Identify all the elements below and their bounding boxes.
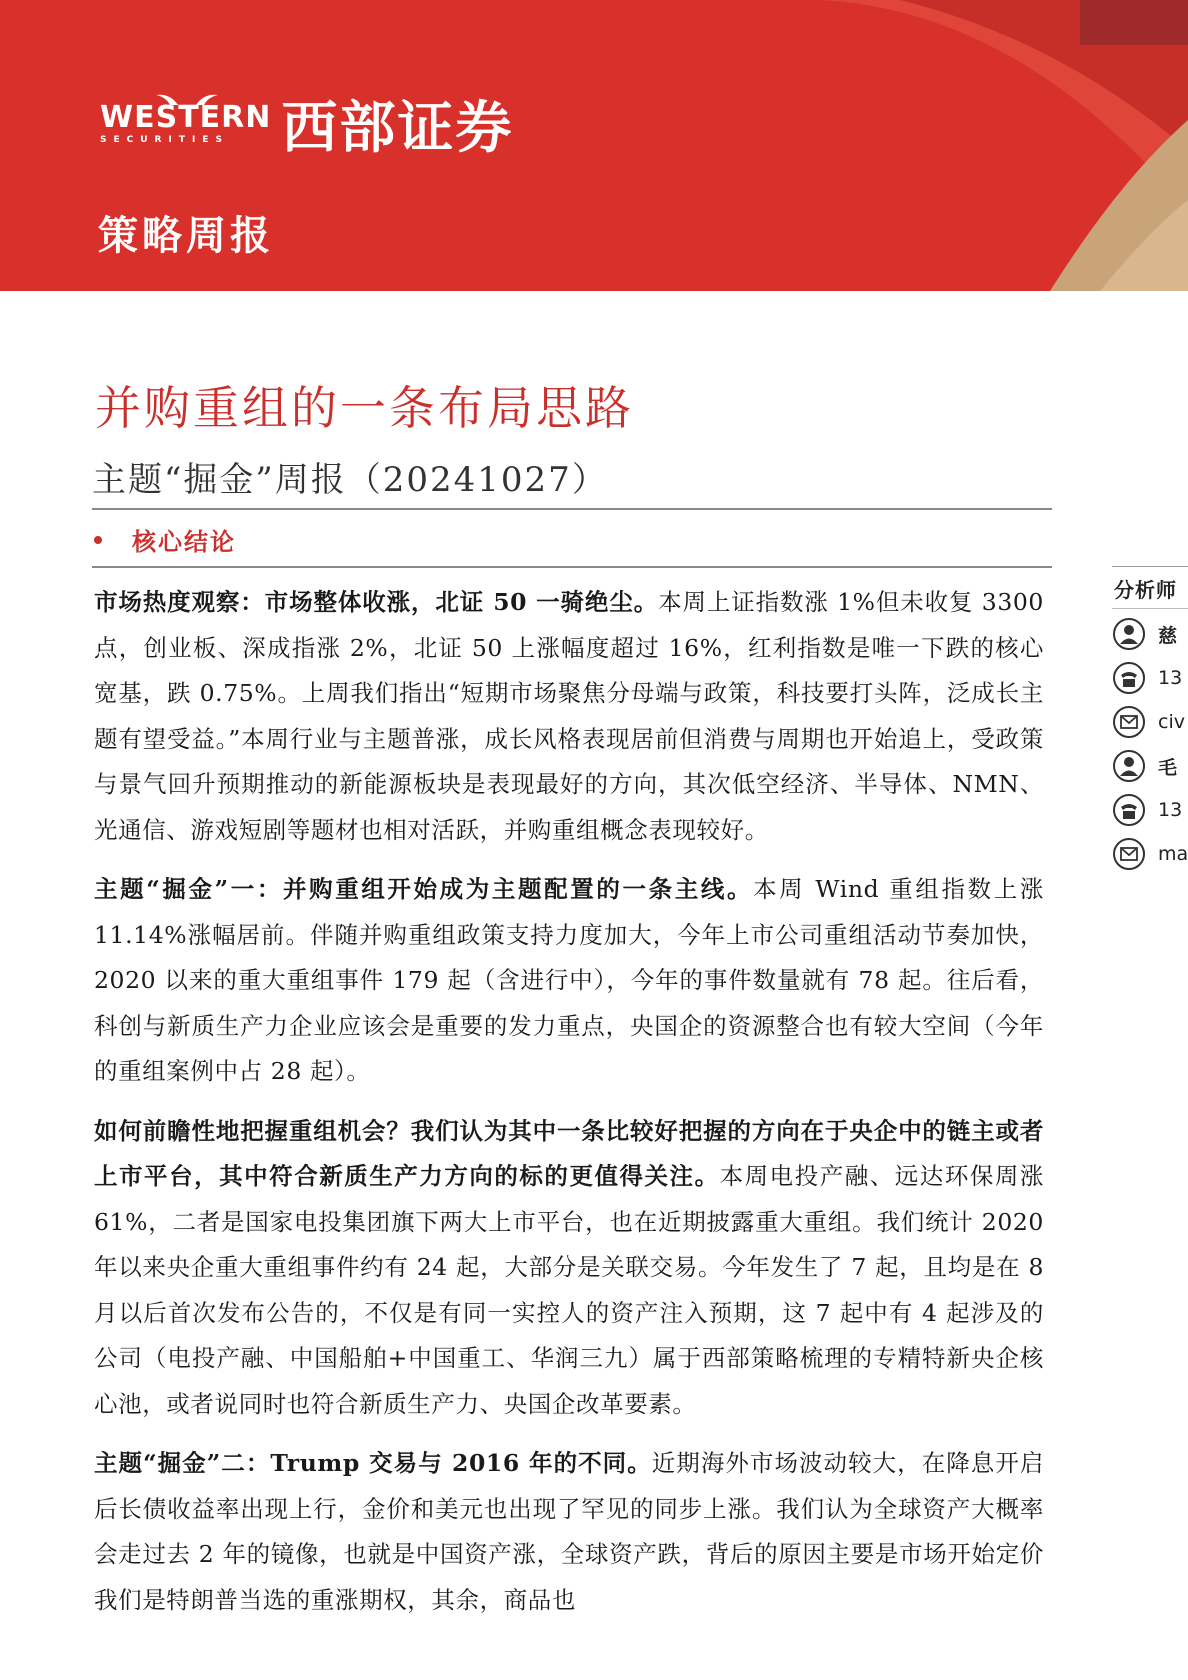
header-banner: [0, 0, 1188, 291]
person-icon: [1112, 749, 1146, 783]
contact-phone-row: [1112, 658, 1188, 698]
paragraph-text: 近期海外市场波动较大，在降息开启后长债收益率出现上行，金价和美元也出现了罕见的同步上涨。我们认为全球资产大概率会走过去 2 年的镜像，也就是中国资产涨，全球资产跌，背后的原因主要是市场开始定价我们是特朗普当选的重涨期权，其余，商品也: [94, 1449, 1044, 1614]
contact-name-row: [1112, 614, 1188, 654]
bull-horns-icon: [100, 91, 250, 107]
section-heading-text: 核心结论: [132, 527, 236, 556]
logo-chinese-text: 西部证券: [281, 96, 514, 161]
paragraph-lead: 如何前瞻性地把握重组机会？我们认为其中一条比较好把握的方向在于央企中的链主或者上市平台，其中符合新质生产力方向的标的更值得关注。: [94, 1116, 1044, 1190]
paragraph-text: 本周 Wind 重组指数上涨 11.14%涨幅居前。伴随并购重组政策支持力度加大，今年上市公司重组活动节奏加快，2020 以来的重大重组事件 179 起（含进行中），今年的事件数量就有 78 起。往后看，科创与新质生产力企业应该会是重要的发力重点，央国企的资源整合也有较大空间（今年的重组案例中占 28 起）。: [94, 875, 1044, 1085]
contact-text: ma: [1158, 843, 1188, 865]
logo-western-mark: [100, 100, 272, 145]
phone-icon: [1112, 661, 1146, 695]
report-title: 并购重组的一条布局思路: [95, 381, 634, 435]
email-icon: [1112, 705, 1146, 739]
sidebar-divider: [1112, 608, 1188, 609]
report-subtitle: 主题“掘金”周报（20241027）: [92, 460, 608, 500]
paragraph-lead: 市场热度观察：市场整体收涨，北证 50 一骑绝尘。: [94, 588, 659, 616]
contact-text: 13: [1158, 667, 1183, 689]
contact-phone-row: [1112, 790, 1188, 830]
contact-text: 13: [1158, 799, 1183, 821]
person-icon: [1112, 617, 1146, 651]
contact-text: 慈: [1158, 624, 1178, 647]
company-logo: [100, 84, 513, 164]
divider-top: [92, 508, 1052, 510]
paragraph-restructuring: [94, 1109, 1044, 1428]
paragraph-text: 本周上证指数涨 1%但未收复 3300 点，创业板、深成指涨 2%，北证 50 上涨幅度超过 16%，红利指数是唯一下跌的核心宽基，跌 0.75%。上周我们指出“短期市场聚焦分母端与政策，科技要打头阵，泛成长主题有望受益。”本周行业与主题普涨，成长风格表现居前但消费与周期也开始追上，受政策与景气回升预期推动的新能源板块是表现最好的方向，其次低空经济、半导体、NMN、光通信、游戏短剧等题材也相对活跃，并购重组概念表现较好。: [94, 588, 1044, 844]
report-body: [94, 580, 1044, 1637]
contact-name-row: [1112, 746, 1188, 786]
contact-text: civ: [1158, 711, 1185, 733]
divider-bottom: [92, 566, 1052, 568]
phone-icon: [1112, 793, 1146, 827]
logo-subtext: SECURITIES: [100, 135, 229, 145]
report-type-label: 策略周报: [98, 212, 274, 259]
contact-email-row[interactable]: [1112, 834, 1188, 874]
logo-english-text: WESTERN: [100, 103, 271, 133]
paragraph-theme-one: [94, 867, 1044, 1095]
paragraph-market: [94, 580, 1044, 853]
sidebar-divider: [1112, 566, 1188, 567]
email-icon: [1112, 837, 1146, 871]
bullet-icon: [94, 536, 102, 544]
paragraph-lead: 主题“掘金”一：并购重组开始成为主题配置的一条主线。: [94, 875, 754, 903]
paragraph-text: 本周电投产融、远达环保周涨 61%，二者是国家电投集团旗下两大上市平台，也在近期披露重大重组。我们统计 2020 年以来央企重大重组事件约有 24 起，大部分是关联交易。今年发生了 7 起，且均是在 8 月以后首次发布公告的，不仅是有同一实控人的资产注入预期，这 7 起中有 4 起涉及的公司（电投产融、中国船舶+中国重工、华润三九）属于西部策略梳理的专精特新央企核心池，或者说同时也符合新质生产力、央国企改革要素。: [94, 1162, 1044, 1418]
contact-text: 毛: [1158, 756, 1178, 779]
section-heading: [94, 522, 236, 557]
contact-email-row[interactable]: [1112, 702, 1188, 742]
sidebar-title: 分析师: [1114, 578, 1177, 602]
paragraph-theme-two: [94, 1441, 1044, 1623]
paragraph-lead: 主题“掘金”二：Trump 交易与 2016 年的不同。: [94, 1449, 652, 1477]
